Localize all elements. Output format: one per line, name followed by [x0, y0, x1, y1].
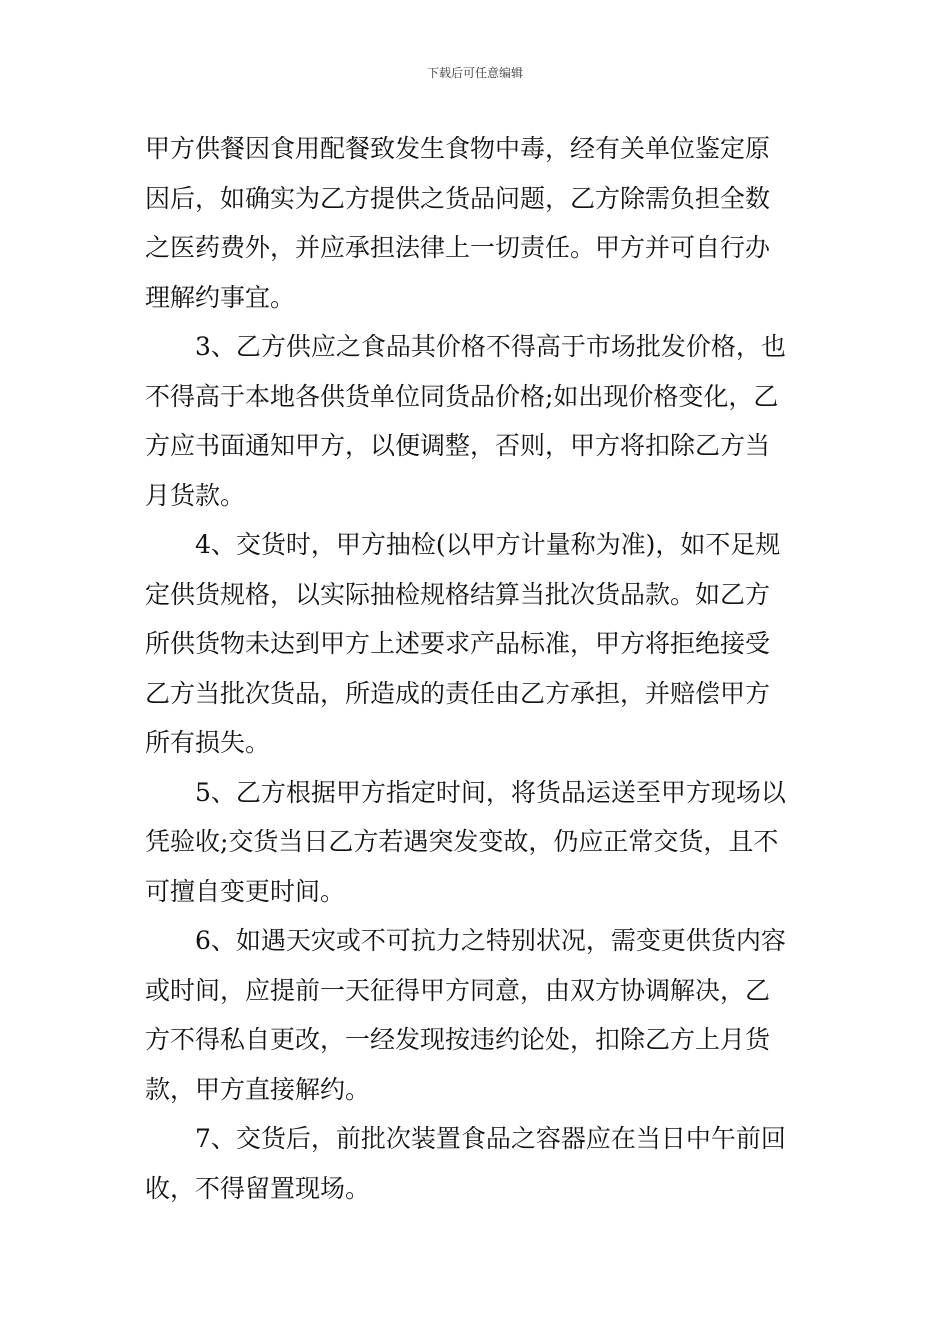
text-line: 因后，如确实为乙方提供之货品问题，乙方除需负担全数	[145, 183, 771, 213]
text-line: 之医药费外，并应承担法律上一切责任。甲方并可自行办	[145, 233, 771, 262]
text-line: 理解约事宜。	[145, 282, 296, 312]
text-line: 3、乙方供应之食品其价格不得高于市场批发价格，也	[195, 332, 786, 361]
text-line: 款，甲方直接解约。	[145, 1074, 371, 1104]
paragraph-clause-3	[145, 322, 809, 520]
paragraph-clause-7	[145, 1114, 809, 1213]
text-line: 不得高于本地各供货单位同货品价格;如出现价格变化，乙	[145, 381, 779, 411]
text-line: 方应书面通知甲方，以便调整，否则，甲方将扣除乙方当	[145, 431, 771, 460]
text-line: 4、交货时，甲方抽检(以甲方计量称为准)，如不足规	[195, 530, 781, 559]
text-line: 乙方当批次货品，所造成的责任由乙方承担，并赔偿甲方	[145, 678, 771, 708]
text-line: 定供货规格，以实际抽检规格结算当批次货品款。如乙方	[145, 579, 771, 609]
text-line: 所有损失。	[145, 728, 271, 757]
document-body	[145, 124, 809, 1213]
paragraph-clause-5	[145, 768, 809, 917]
text-line: 5、乙方根据甲方指定时间，将货品运送至甲方现场以	[195, 777, 786, 807]
text-line: 可擅自变更时间。	[145, 876, 346, 906]
text-line: 所供货物未达到甲方上述要求产品标准，甲方将拒绝接受	[145, 629, 771, 658]
text-line: 6、如遇天灾或不可抗力之特别状况，需变更供货内容	[195, 926, 786, 955]
text-line: 方不得私自更改，一经发现按违约论处，扣除乙方上月货	[145, 1025, 771, 1054]
text-line: 收，不得留置现场。	[145, 1173, 371, 1203]
text-line: 7、交货后，前批次装置食品之容器应在当日中午前回	[195, 1124, 786, 1153]
text-line: 凭验收;交货当日乙方若遇突发变故，仍应正常交货，且不	[145, 827, 779, 856]
paragraph-continuation	[145, 124, 809, 322]
paragraph-clause-6	[145, 916, 809, 1114]
text-line: 甲方供餐因食用配餐致发生食物中毒，经有关单位鉴定原	[145, 134, 771, 163]
text-line: 月货款。	[145, 480, 246, 510]
text-line: 或时间，应提前一天征得甲方同意，由双方协调解决，乙	[145, 975, 771, 1005]
page-header: 下载后可任意编辑	[426, 66, 523, 80]
paragraph-clause-4	[145, 520, 809, 768]
